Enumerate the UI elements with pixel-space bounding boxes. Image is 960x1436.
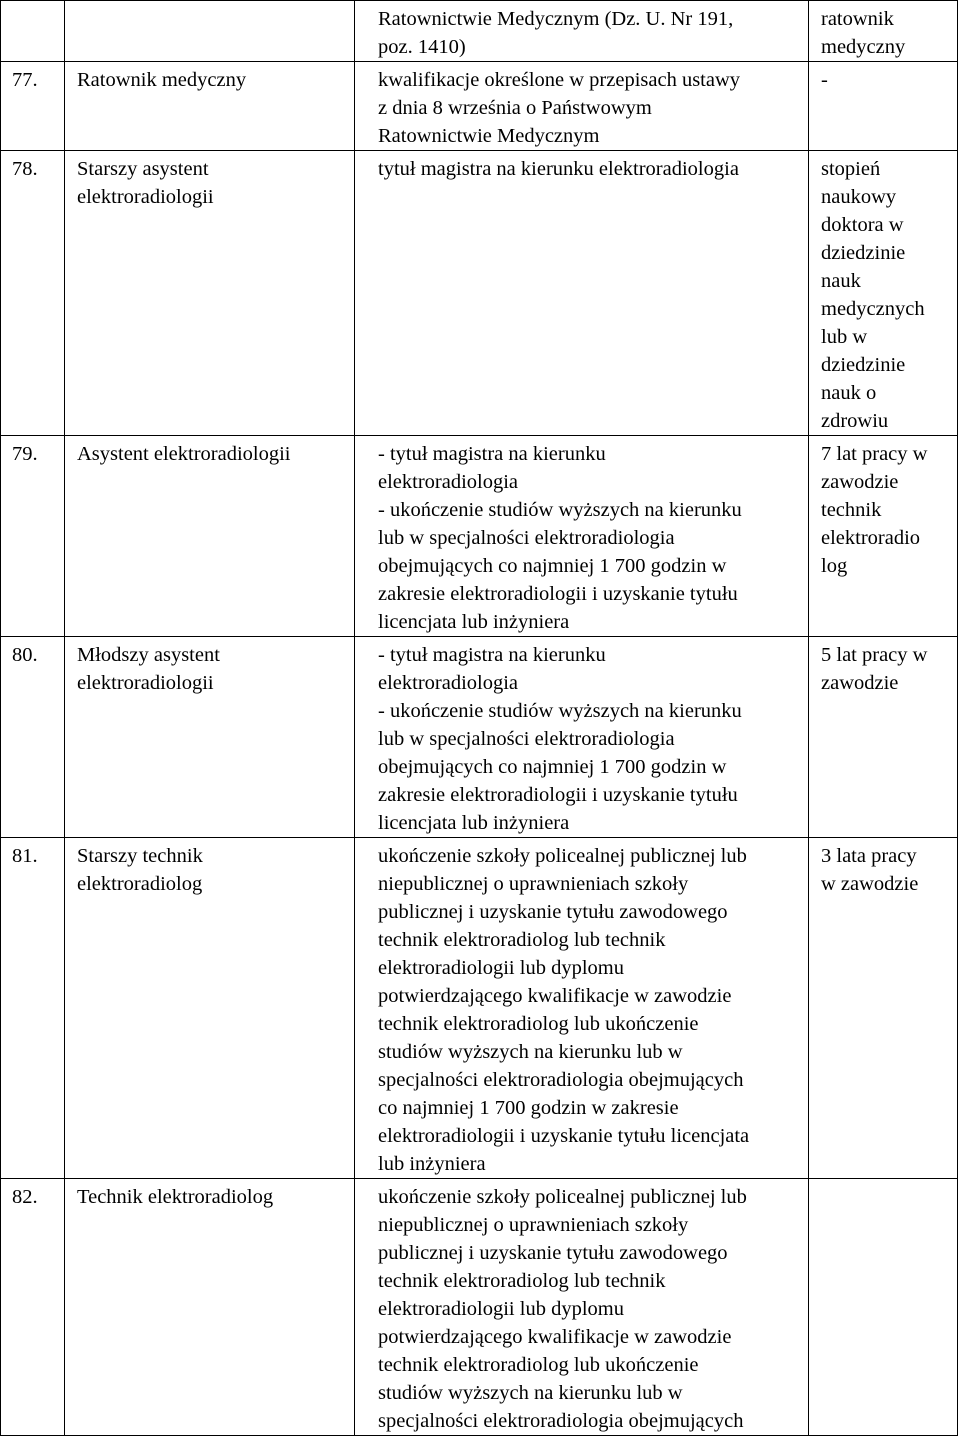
experience-line: naukowy: [821, 186, 897, 208]
requirements-line: technik elektroradiolog lub ukończenie: [378, 1013, 699, 1035]
requirements-line: niepublicznej o uprawnieniach szkoły: [378, 873, 689, 895]
position-title-cell: [65, 1, 355, 62]
experience-line: dziedzinie: [821, 354, 906, 376]
requirements-line: elektroradiologii i uzyskanie tytułu licencjata: [378, 1125, 750, 1147]
experience-cell: [809, 151, 958, 436]
requirements-line: lub inżyniera: [378, 1153, 486, 1175]
position-title-line: Starszy technik: [77, 845, 203, 867]
experience-line: medycznych: [821, 298, 925, 320]
table-row: [1, 151, 958, 436]
row-number-cell: [1, 838, 65, 1179]
experience-line: ratownik: [821, 8, 894, 30]
position-title-line: Starszy asystent: [77, 158, 209, 180]
table-body: [1, 1, 958, 1436]
position-title-cell: [65, 1179, 355, 1436]
experience-cell: [809, 637, 958, 838]
requirements-line: - ukończenie studiów wyższych na kierunku: [378, 499, 742, 521]
experience-line: nauk: [821, 270, 861, 292]
position-title-cell: [65, 637, 355, 838]
position-title-line: Asystent elektroradiologii: [77, 443, 291, 465]
row-number-cell: [1, 1179, 65, 1436]
requirements-line: lub w specjalności elektroradiologia: [378, 728, 675, 750]
experience-line: doktora w: [821, 214, 904, 236]
experience-line: nauk o: [821, 382, 877, 404]
requirements-line: potwierdzającego kwalifikacje w zawodzie: [378, 1326, 732, 1348]
table-row: [1, 838, 958, 1179]
experience-line: -: [821, 69, 828, 91]
row-number-cell: [1, 637, 65, 838]
requirements-line: - tytuł magistra na kierunku: [378, 443, 606, 465]
row-number: 81.: [12, 845, 38, 867]
position-title-line: elektroradiologii: [77, 672, 214, 694]
table-row: [1, 1179, 958, 1436]
experience-line: technik: [821, 499, 882, 521]
requirements-line: Ratownictwie Medycznym: [378, 125, 600, 147]
table-row: [1, 62, 958, 151]
requirements-line: technik elektroradiolog lub technik: [378, 929, 666, 951]
experience-line: elektroradio: [821, 527, 921, 549]
requirements-cell: [355, 62, 809, 151]
requirements-line: publicznej i uzyskanie tytułu zawodowego: [378, 901, 728, 923]
position-title-cell: [65, 62, 355, 151]
experience-line: 7 lat pracy w: [821, 443, 928, 465]
row-number-cell: [1, 436, 65, 637]
experience-line: stopień: [821, 158, 881, 180]
experience-line: w zawodzie: [821, 873, 919, 895]
requirements-line: - tytuł magistra na kierunku: [378, 644, 606, 666]
requirements-line: co najmniej 1 700 godzin w zakresie: [378, 1097, 679, 1119]
requirements-line: licencjata lub inżyniera: [378, 611, 570, 633]
experience-cell: [809, 838, 958, 1179]
row-number: 82.: [12, 1186, 38, 1208]
position-title-cell: [65, 151, 355, 436]
experience-cell: [809, 62, 958, 151]
requirements-cell: [355, 151, 809, 436]
experience-line: zawodzie: [821, 471, 899, 493]
experience-line: zdrowiu: [821, 410, 889, 432]
row-number-cell: [1, 1, 65, 62]
requirements-line: obejmujących co najmniej 1 700 godzin w: [378, 756, 727, 778]
requirements-cell: [355, 1179, 809, 1436]
position-title-line: Ratownik medyczny: [77, 69, 247, 91]
position-title-line: elektroradiologii: [77, 186, 214, 208]
experience-cell: [809, 1179, 958, 1436]
row-number: 79.: [12, 443, 38, 465]
position-title-line: elektroradiolog: [77, 873, 203, 895]
requirements-cell: [355, 1, 809, 62]
requirements-line: potwierdzającego kwalifikacje w zawodzie: [378, 985, 732, 1007]
experience-line: dziedzinie: [821, 242, 906, 264]
position-title-line: Młodszy asystent: [77, 644, 220, 666]
requirements-line: ukończenie szkoły policealnej publicznej lub: [378, 845, 747, 867]
requirements-line: specjalności elektroradiologia obejmujących: [378, 1069, 744, 1091]
experience-line: zawodzie: [821, 672, 899, 694]
position-title-cell: [65, 436, 355, 637]
experience-line: medyczny: [821, 36, 906, 58]
requirements-line: technik elektroradiolog lub technik: [378, 1270, 666, 1292]
experience-line: 3 lata pracy: [821, 845, 917, 867]
row-number-cell: [1, 62, 65, 151]
requirements-line: publicznej i uzyskanie tytułu zawodowego: [378, 1242, 728, 1264]
requirements-line: elektroradiologii lub dyplomu: [378, 957, 624, 979]
table-row: [1, 637, 958, 838]
position-title-cell: [65, 838, 355, 1179]
requirements-line: niepublicznej o uprawnieniach szkoły: [378, 1214, 689, 1236]
requirements-line: technik elektroradiolog lub ukończenie: [378, 1354, 699, 1376]
requirements-line: ukończenie szkoły policealnej publicznej lub: [378, 1186, 747, 1208]
requirements-line: poz. 1410): [378, 36, 466, 58]
requirements-cell: [355, 838, 809, 1179]
row-number: 78.: [12, 158, 38, 180]
requirements-cell: [355, 436, 809, 637]
requirements-line: elektroradiologia: [378, 672, 519, 694]
requirements-line: obejmujących co najmniej 1 700 godzin w: [378, 555, 727, 577]
requirements-cell: [355, 637, 809, 838]
table-row: [1, 436, 958, 637]
requirements-line: kwalifikacje określone w przepisach ustawy: [378, 69, 741, 91]
requirements-line: studiów wyższych na kierunku lub w: [378, 1041, 683, 1063]
requirements-line: elektroradiologii lub dyplomu: [378, 1298, 624, 1320]
requirements-line: zakresie elektroradiologii i uzyskanie tytułu: [378, 583, 738, 605]
experience-cell: [809, 436, 958, 637]
requirements-line: tytuł magistra na kierunku elektroradiologia: [378, 158, 739, 180]
experience-line: lub w: [821, 326, 868, 348]
requirements-line: elektroradiologia: [378, 471, 519, 493]
experience-line: 5 lat pracy w: [821, 644, 928, 666]
requirements-line: zakresie elektroradiologii i uzyskanie tytułu: [378, 784, 738, 806]
requirements-line: studiów wyższych na kierunku lub w: [378, 1382, 683, 1404]
requirements-line: Ratownictwie Medycznym (Dz. U. Nr 191,: [378, 8, 734, 30]
requirements-line: - ukończenie studiów wyższych na kierunku: [378, 700, 742, 722]
requirements-line: specjalności elektroradiologia obejmujących: [378, 1410, 744, 1432]
row-number: 80.: [12, 644, 38, 666]
row-number-cell: [1, 151, 65, 436]
experience-line: log: [821, 555, 848, 577]
table-row: [1, 1, 958, 62]
requirements-line: z dnia 8 września o Państwowym: [378, 97, 652, 119]
row-number: 77.: [12, 69, 38, 91]
position-title-line: Technik elektroradiolog: [77, 1186, 274, 1208]
requirements-line: lub w specjalności elektroradiologia: [378, 527, 675, 549]
experience-cell: [809, 1, 958, 62]
requirements-line: licencjata lub inżyniera: [378, 812, 570, 834]
